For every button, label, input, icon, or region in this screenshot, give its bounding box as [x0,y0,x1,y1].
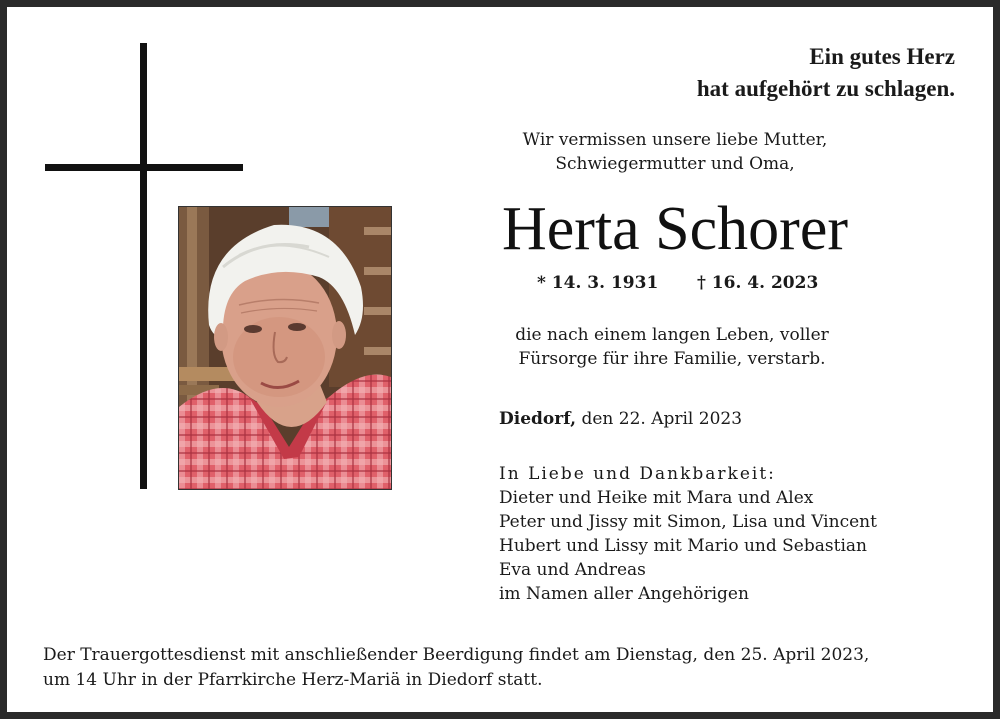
cross-horizontal-bar [45,164,243,171]
motto-line: Ein gutes Herz [809,44,955,69]
motto-line: hat aufgehört zu schlagen. [696,76,955,101]
intro-line: Wir vermissen unsere liebe Mutter, [522,130,828,150]
place-town: Diedorf, [499,409,577,429]
birth-date: * 14. 3. 1931 [537,273,659,293]
mourners [499,462,877,606]
mourner-line: Eva und Andreas [499,560,646,580]
description [477,323,867,371]
portrait-photo [178,206,392,490]
motto [697,41,955,105]
place-date: den 22. April 2023 [576,409,743,429]
funeral-line: um 14 Uhr in der Pfarrkirche Herz-Mariä in Diedorf statt. [43,670,543,690]
mourner-line: Dieter und Heike mit Mara und Alex [499,488,814,508]
intro-text [475,128,875,176]
life-dates [537,271,819,295]
place-and-date [499,407,742,431]
funeral-info [43,643,973,693]
description-line: Fürsorge für ihre Familie, verstarb. [518,349,826,369]
intro-line: Schwiegermutter und Oma, [555,154,795,174]
deceased-name: Herta Schorer [502,195,848,263]
mourners-heading: In Liebe und Dankbarkeit: [499,464,776,484]
mourner-line: Hubert und Lissy mit Mario und Sebastian [499,536,867,556]
funeral-line: Der Trauergottesdienst mit anschließender Beerdigung findet am Dienstag, den 25. April 2023, [43,645,870,665]
description-line: die nach einem langen Leben, voller [515,325,829,345]
mourner-line: Peter und Jissy mit Simon, Lisa und Vincent [499,512,877,532]
cross-vertical-bar [140,43,147,489]
mourner-line: im Namen aller Angehörigen [499,584,749,604]
death-date: † 16. 4. 2023 [697,273,819,293]
